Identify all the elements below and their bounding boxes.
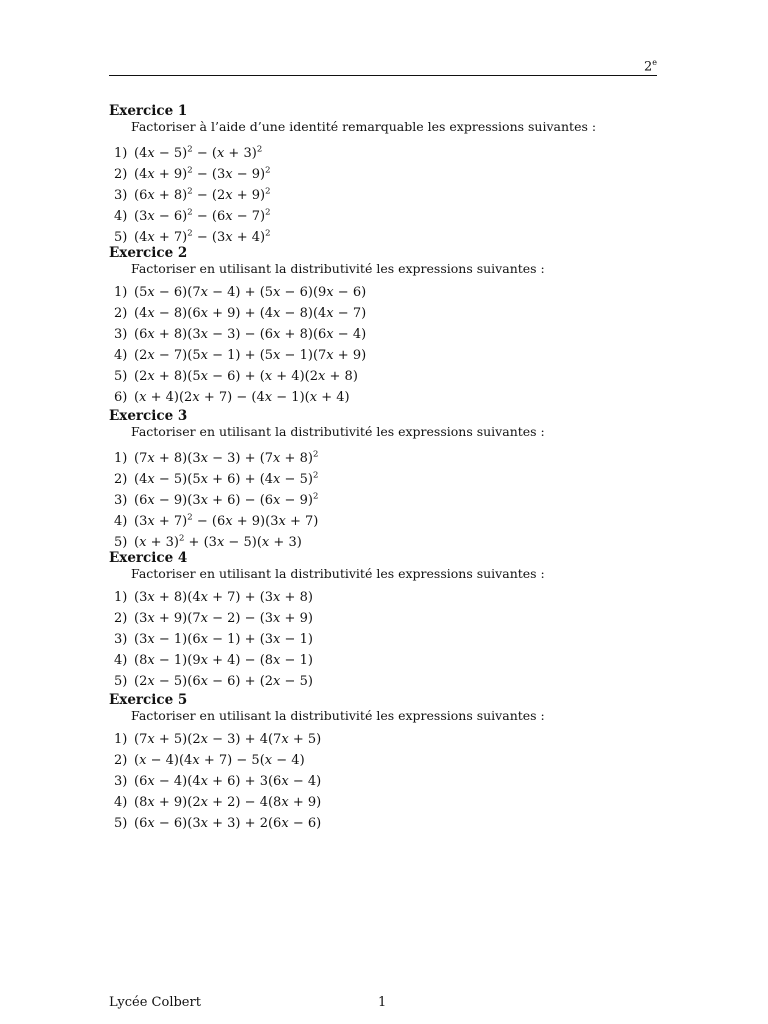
item-number: 1) <box>114 285 128 300</box>
item-expression: (6x − 6)(3x + 3) + 2(6x − 6) <box>134 816 322 831</box>
item-number: 5) <box>114 816 128 831</box>
exercise-2 <box>109 245 669 408</box>
item-expression: (8x + 9)(2x + 2) − 4(8x + 9) <box>134 795 322 810</box>
exercise-list <box>109 103 669 834</box>
expression-item <box>109 466 669 487</box>
item-number: 1) <box>114 732 128 747</box>
item-expression: $(7x + 8)(3x - 3) + (7x + 8)^2$ <box>134 450 319 467</box>
expression-item <box>109 387 669 408</box>
exercise-1 <box>109 103 669 245</box>
expression-item <box>109 445 669 466</box>
item-number: 3) <box>114 774 128 789</box>
item-expression: (3x − 1)(6x − 1) + (3x − 1) <box>134 632 313 647</box>
item-expression: $(4x + 9)^2 - (3x - 9)^2$ <box>134 166 271 183</box>
item-expression: $(6x - 9)(3x + 6) - (6x - 9)^2$ <box>134 492 319 509</box>
class-level-number: 2 <box>643 59 653 75</box>
expression-item <box>109 161 669 182</box>
expression-item <box>109 508 669 529</box>
expression-item <box>109 813 669 834</box>
expression-item <box>109 650 669 671</box>
item-number: 5) <box>114 230 128 246</box>
item-number: 2) <box>114 306 128 321</box>
page-header <box>109 58 657 76</box>
expression-item <box>109 671 669 692</box>
item-expression: (x − 4)(4x + 7) − 5(x − 4) <box>134 753 305 768</box>
expression-item <box>109 140 669 161</box>
item-expression: (6x − 4)(4x + 6) + 3(6x − 4) <box>134 774 322 789</box>
expression-item <box>109 608 669 629</box>
expression-item <box>109 324 669 345</box>
expression-item <box>109 629 669 650</box>
item-expression: $(4x + 7)^2 - (3x + 4)^2$ <box>134 229 271 246</box>
expression-item <box>109 203 669 224</box>
item-number: 5) <box>114 535 128 551</box>
item-expression: $(3x - 6)^2 - (6x - 7)^2$ <box>134 208 271 225</box>
item-number: 5) <box>114 369 128 384</box>
item-number: 2) <box>114 167 128 183</box>
exercise-title: Exercice 1 <box>109 103 188 119</box>
item-expression: (8x − 1)(9x + 4) − (8x − 1) <box>134 653 313 668</box>
item-number: 2) <box>114 753 128 768</box>
item-expression: (x + 4)(2x + 7) − (4x − 1)(x + 4) <box>134 390 350 405</box>
item-expression: (5x − 6)(7x − 4) + (5x − 6)(9x − 6) <box>134 285 367 300</box>
item-expression: (2x + 8)(5x − 6) + (x + 4)(2x + 8) <box>134 369 358 384</box>
exercise-4 <box>109 550 669 692</box>
item-number: 1) <box>114 451 128 467</box>
exercise-instruction: Factoriser à l’aide d’une identité remarquable les expressions suivantes : <box>131 119 597 134</box>
item-expression: (3x + 9)(7x − 2) − (3x + 9) <box>134 611 313 626</box>
expression-item <box>109 303 669 324</box>
item-expression: $(3x + 7)^2 - (6x + 9)(3x + 7)$ <box>134 513 319 530</box>
class-level <box>644 58 657 74</box>
expression-item <box>109 729 669 750</box>
expression-item <box>109 792 669 813</box>
item-expression: (4x − 8)(6x + 9) + (4x − 8)(4x − 7) <box>134 306 367 321</box>
expression-item <box>109 771 669 792</box>
item-number: 6) <box>114 390 128 405</box>
exercise-title: Exercice 2 <box>109 245 188 261</box>
expression-item <box>109 282 669 303</box>
exercise-title: Exercice 4 <box>109 550 188 566</box>
item-number: 5) <box>114 674 128 689</box>
item-number: 4) <box>114 653 128 668</box>
exercise-title: Exercice 5 <box>109 692 188 708</box>
item-expression: $(4x - 5)^2 - (x + 3)^2$ <box>134 145 263 162</box>
item-expression: (3x + 8)(4x + 7) + (3x + 8) <box>134 590 313 605</box>
item-expression: $(6x + 8)^2 - (2x + 9)^2$ <box>134 187 271 204</box>
exercise-instruction: Factoriser en utilisant la distributivité les expressions suivantes : <box>131 424 545 439</box>
class-level-superscript: e <box>652 58 657 67</box>
item-number: 4) <box>114 514 128 530</box>
expression-item <box>109 529 669 550</box>
exercise-instruction: Factoriser en utilisant la distributivité les expressions suivantes : <box>131 708 545 723</box>
item-expression: $(x + 3)^2 + (3x - 5)(x + 3)$ <box>134 534 302 551</box>
exercise-instruction: Factoriser en utilisant la distributivité les expressions suivantes : <box>131 261 545 276</box>
item-number: 4) <box>114 348 128 363</box>
expression-item <box>109 587 669 608</box>
item-expression: (2x − 5)(6x − 6) + (2x − 5) <box>134 674 313 689</box>
item-number: 1) <box>114 146 128 162</box>
expression-item <box>109 182 669 203</box>
item-number: 4) <box>114 209 128 225</box>
footer-page-number: 1 <box>378 995 387 1010</box>
exercise-5 <box>109 692 669 834</box>
item-expression: (6x + 8)(3x − 3) − (6x + 8)(6x − 4) <box>134 327 367 342</box>
exercise-instruction: Factoriser en utilisant la distributivité les expressions suivantes : <box>131 566 545 581</box>
item-number: 1) <box>114 590 128 605</box>
item-number: 2) <box>114 611 128 626</box>
item-expression: $(4x - 5)(5x + 6) + (4x - 5)^2$ <box>134 471 319 488</box>
expression-item <box>109 345 669 366</box>
item-number: 4) <box>114 795 128 810</box>
expression-item <box>109 366 669 387</box>
item-number: 2) <box>114 472 128 488</box>
item-expression: (2x − 7)(5x − 1) + (5x − 1)(7x + 9) <box>134 348 367 363</box>
item-number: 3) <box>114 493 128 509</box>
item-number: 3) <box>114 327 128 342</box>
expression-item <box>109 487 669 508</box>
item-expression: (7x + 5)(2x − 3) + 4(7x + 5) <box>134 732 322 747</box>
exercise-3 <box>109 408 669 550</box>
exercise-title: Exercice 3 <box>109 408 188 424</box>
item-number: 3) <box>114 188 128 204</box>
footer-school: Lycée Colbert <box>109 995 201 1010</box>
expression-item <box>109 750 669 771</box>
item-number: 3) <box>114 632 128 647</box>
expression-item <box>109 224 669 245</box>
